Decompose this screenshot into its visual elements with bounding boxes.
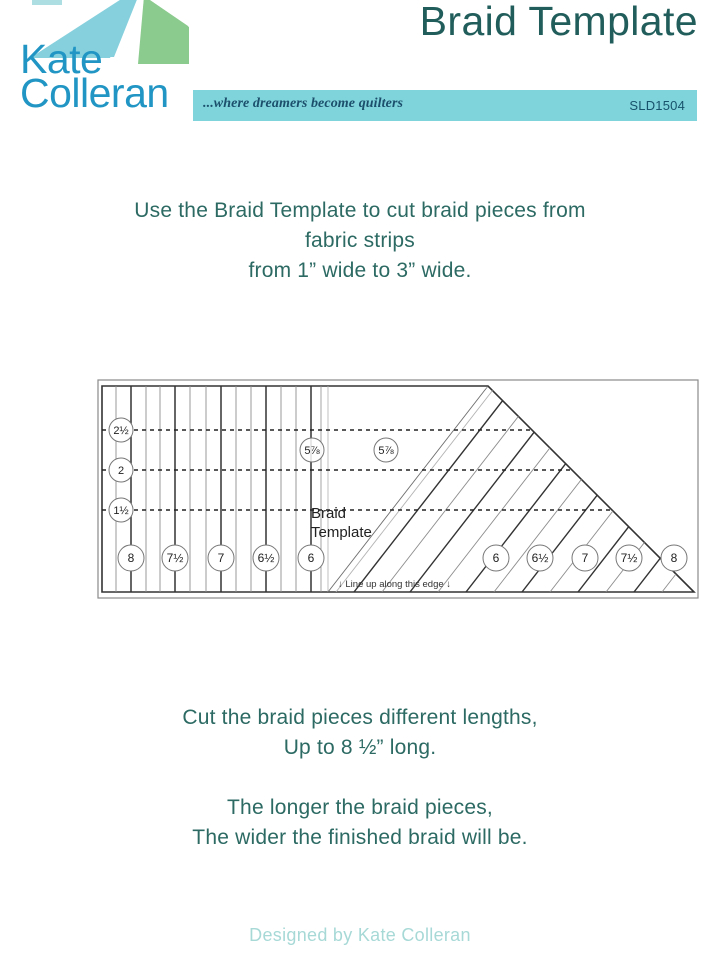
outro-block-2 [0, 793, 720, 853]
svg-text:8: 8 [670, 551, 678, 565]
measure-label-2-5 [109, 418, 133, 442]
length-label-left-6-5 [253, 545, 279, 571]
line-up-edge-note: ↓ Line up along this edge ↓ [338, 579, 452, 590]
intro-line-2: fabric strips [305, 228, 415, 252]
outro-block-1 [0, 703, 720, 763]
svg-text:1½: 1½ [113, 505, 129, 517]
svg-text:7: 7 [581, 551, 589, 565]
svg-text:7: 7 [217, 551, 225, 565]
sku-code: SLD1504 [629, 98, 685, 113]
length-label-left-7-5 [162, 545, 188, 571]
svg-text:2½: 2½ [113, 425, 129, 437]
length-label-right-8 [661, 545, 687, 571]
outro1-line-1: Cut the braid pieces different lengths, [182, 706, 538, 729]
measure-label-5-78-right [374, 438, 398, 462]
footer-credit: Designed by Kate Colleran [249, 925, 471, 945]
svg-text:8: 8 [127, 551, 135, 565]
svg-text:7½: 7½ [620, 551, 638, 565]
braid-template-diagram [96, 376, 700, 604]
svg-text:6: 6 [307, 551, 315, 565]
diagram-label-line1: Braid [311, 505, 347, 522]
measure-label-1-5 [109, 498, 133, 522]
svg-text:2: 2 [117, 465, 125, 477]
diagram-label-line2: Template [311, 524, 372, 541]
outro2-line-1: The longer the braid pieces, [227, 796, 493, 819]
template-outline [102, 386, 694, 592]
measure-label-5-78-left [300, 438, 324, 462]
svg-text:5⅞: 5⅞ [378, 445, 394, 457]
length-label-right-7-5 [616, 545, 642, 571]
svg-text:7½: 7½ [166, 551, 184, 565]
measure-label-2 [109, 458, 133, 482]
outro2-line-2: The wider the finished braid will be. [192, 825, 528, 849]
tagline-text: ...where dreamers become quilters [203, 96, 404, 111]
length-label-left-6 [298, 545, 324, 571]
brand-name-line1: Kate [20, 36, 103, 82]
length-label-right-6 [483, 545, 509, 571]
svg-text:5⅞: 5⅞ [304, 445, 320, 457]
length-label-right-7 [572, 545, 598, 571]
brand-name-line2: Colleran [20, 70, 169, 117]
svg-text:6½: 6½ [531, 551, 549, 565]
horizontal-measure-labels [109, 418, 133, 522]
length-label-left-7 [208, 545, 234, 571]
tagline-bar [193, 90, 697, 121]
page-header [0, 0, 720, 140]
diagram-svg [96, 376, 700, 604]
intro-instructions [0, 196, 720, 285]
intro-line-1: Use the Braid Template to cut braid pieces from [134, 199, 586, 222]
svg-text:6½: 6½ [257, 551, 275, 565]
svg-text:6: 6 [492, 551, 500, 565]
page-title: Braid Template [419, 0, 698, 44]
outro1-line-2: Up to 8 ½” long. [283, 735, 437, 759]
intro-line-3: from 1” wide to 3” wide. [248, 258, 472, 282]
length-label-left-8 [118, 545, 144, 571]
length-label-right-6-5 [527, 545, 553, 571]
